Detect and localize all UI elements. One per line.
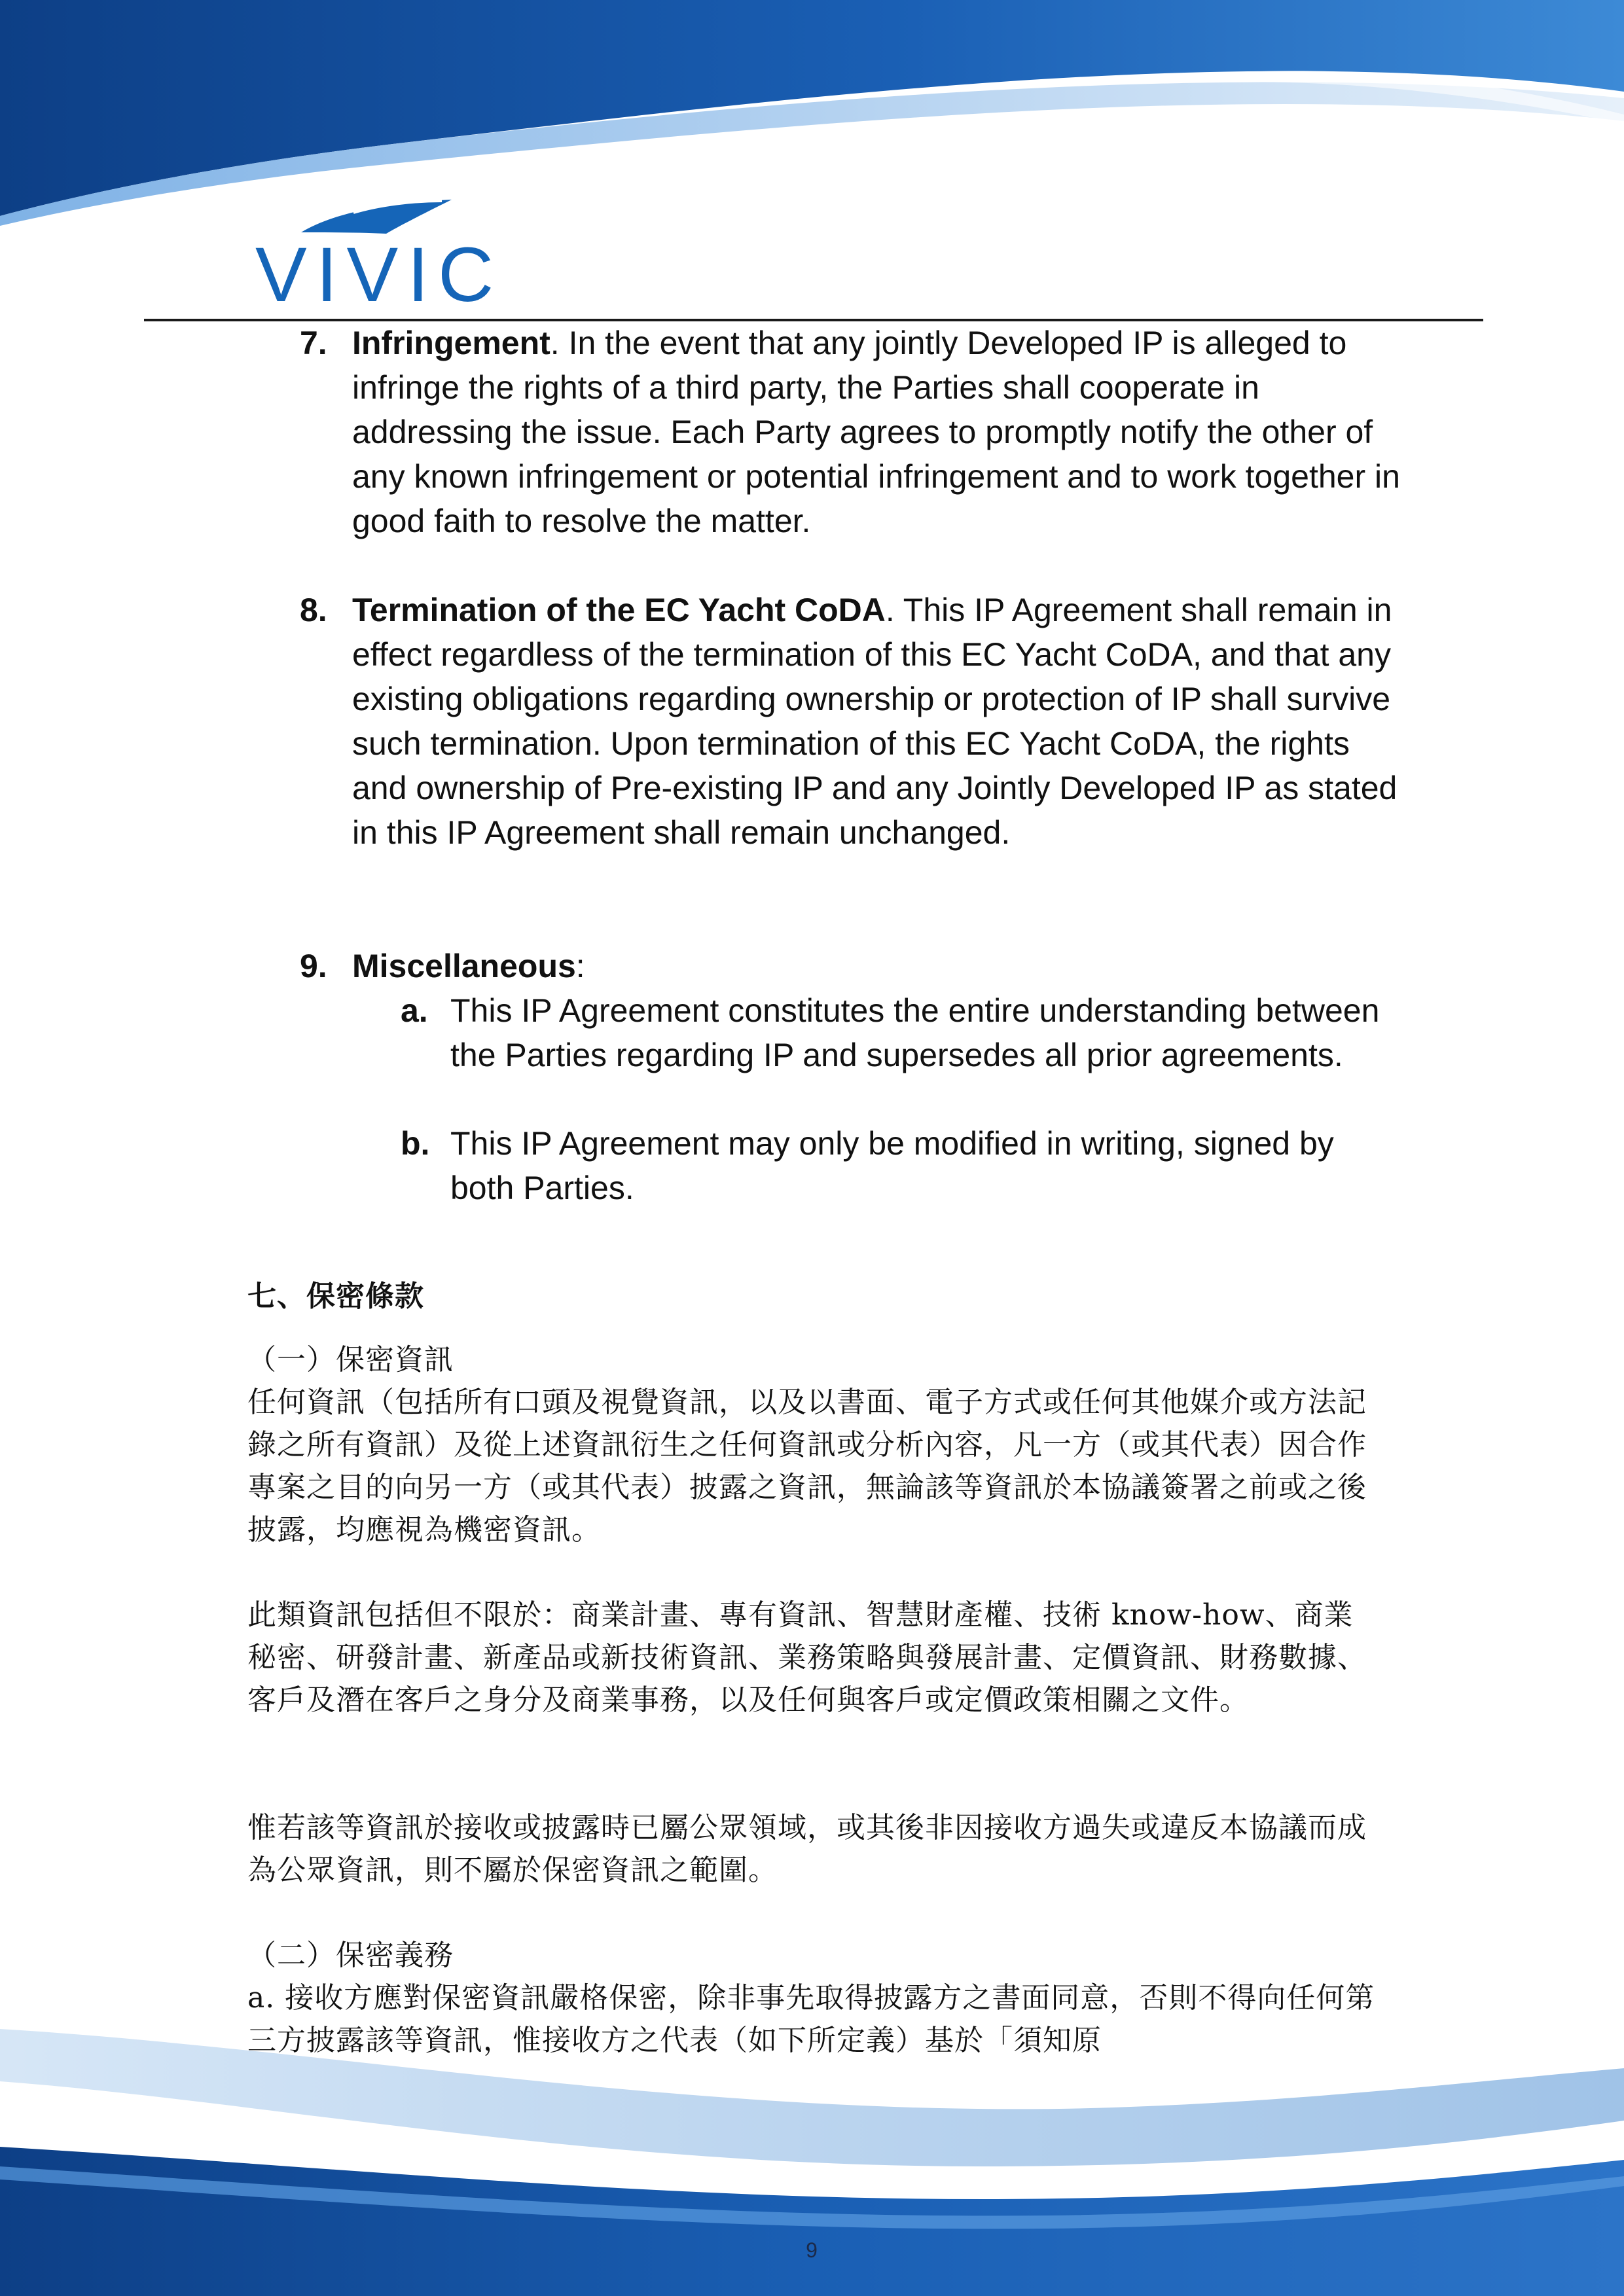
clause-text xyxy=(352,321,1413,543)
clause-number: 9. xyxy=(300,948,327,984)
clause-9-subitem-a xyxy=(401,988,1382,1126)
paragraph-obligation-a: a. 接收方應對保密資訊嚴格保密，除非事先取得披露方之書面同意，否則不得向任何第三方披露該等資訊，惟接收方之代表（如下所定義）基於「須知原 xyxy=(247,1981,1375,2057)
header-wave-decoration xyxy=(0,0,1624,275)
paragraph-confidential-info-scope: 此類資訊包括但不限於：商業計畫、專有資訊、智慧財產權、技術 know-how、商業秘密、研發計畫、新產品或新技術資訊、業務策略與發展計畫、定價資訊、財務數據、客戶及潛在客戶之身分及商業事務，以及任何與客戶或定價政策相關之文件。 xyxy=(247,1598,1367,1717)
clause-number: 7. xyxy=(300,325,327,361)
subsection-title-confidential-info: （一）保密資訊 xyxy=(247,1343,454,1376)
vivic-logo xyxy=(255,193,530,311)
subsection-title-confidentiality-obligation: （二）保密義務 xyxy=(247,1939,454,1972)
clause-8 xyxy=(300,588,1413,902)
section-heading-confidentiality: 七、保密條款 xyxy=(247,1280,424,1313)
page-number: 9 xyxy=(806,2238,818,2262)
clause-7 xyxy=(300,321,1413,543)
clause-title: Termination of the EC Yacht CoDA xyxy=(352,592,886,628)
clause-body: . This IP Agreement shall remain in effect regardless of the termination of this EC Yacht CoDA, and that any existing obligations regarding ownership or protection of IP shall survive such termination. Upon termination of this EC Yacht CoDA, the rights and ownership of Pre-existing IP and any Jointly Developed IP as stated in this IP Agreement shall remain unchanged. xyxy=(352,592,1398,851)
clause-title: Infringement xyxy=(352,325,550,361)
clause-title: Miscellaneous xyxy=(352,948,576,984)
clause-text xyxy=(352,944,1413,988)
clause-body: . In the event that any jointly Developed IP is alleged to infringe the rights of a third party, the Parties shall cooperate in addressing the issue. Each Party agrees to promptly notify the other of any known infringement or potential infringement and to work together in good faith to resolve the matter. xyxy=(352,325,1400,539)
paragraph-confidential-info-definition: 任何資訊（包括所有口頭及視覺資訊，以及以書面、電子方式或任何其他媒介或方法記錄之所有資訊）及從上述資訊衍生之任何資訊或分析內容，凡一方（或其代表）因合作專案之目的向另一方（或其代表）披露之資訊，無論該等資訊於本協議簽署之前或之後披露，均應視為機密資訊。 xyxy=(247,1386,1367,1547)
svg-text:VIVIC: VIVIC xyxy=(255,232,503,311)
clause-text xyxy=(352,588,1413,855)
subitem-text: This IP Agreement may only be modified in writing, signed by both Parties. xyxy=(450,1125,1334,1206)
subitem-text: This IP Agreement constitutes the entire understanding between the Parties regarding IP and supersedes all prior agreements. xyxy=(450,992,1380,1073)
clause-suffix: : xyxy=(575,948,585,984)
subitem-label: b. xyxy=(401,1125,430,1162)
paragraph-confidential-info-exclusion: 惟若該等資訊於接收或披露時已屬公眾領域，或其後非因接收方過失或違反本協議而成為公眾資訊，則不屬於保密資訊之範圍。 xyxy=(247,1811,1367,1887)
subitem-label: a. xyxy=(401,992,428,1029)
clause-number: 8. xyxy=(300,592,327,628)
clause-9-subitem-b xyxy=(401,1121,1382,1213)
